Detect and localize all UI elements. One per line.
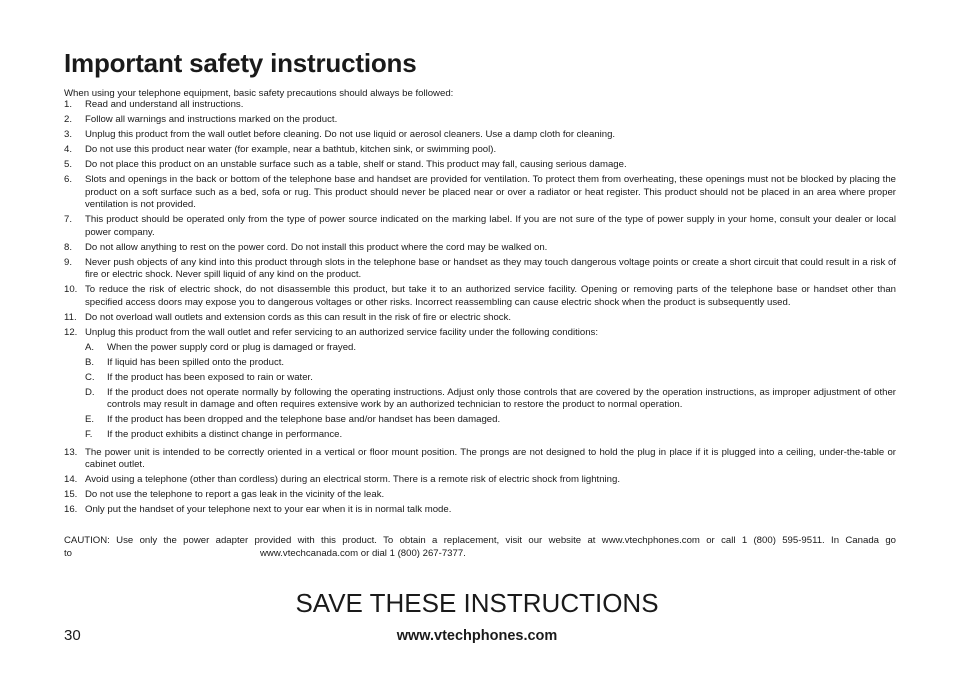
item-number: 13. <box>64 446 78 458</box>
list-item <box>64 242 896 255</box>
caution-note <box>64 535 896 560</box>
item-text: Unplug this product from the wall outlet and refer servicing to an authorized service facility under the following conditions: <box>85 326 599 338</box>
list-item <box>64 144 896 157</box>
item-text: Never push objects of any kind into this product through slots in the telephone base or handset as they may touch dangerous voltage points or create a short circuit that could result in a risk of fire or electric shock. Never spill liquid of any kind on the product. <box>85 256 896 280</box>
item-number: 6. <box>64 174 73 185</box>
list-item <box>64 327 896 445</box>
item-number: 16. <box>64 504 78 515</box>
item-number: 4. <box>64 144 73 155</box>
item-text: Read and understand all instructions. <box>85 99 244 110</box>
conditions-sublist <box>85 342 896 442</box>
list-item <box>64 257 896 282</box>
caution-to: to <box>64 547 73 559</box>
item-number: 8. <box>64 241 73 253</box>
page-title: Important safety instructions <box>64 48 417 78</box>
item-text: Unplug this product from the wall outlet before cleaning. Do not use liquid or aerosol cleaners. Use a damp cloth for cleaning. <box>85 129 616 140</box>
item-text: Follow all warnings and instructions marked on the product. <box>85 114 338 125</box>
intro-text: When using your telephone equipment, basic safety precautions should always be followed: <box>64 88 454 99</box>
sublist-item <box>85 372 896 385</box>
item-text: Do not place this product on an unstable surface such as a table, shelf or stand. This product may fall, causing serious damage. <box>85 159 627 170</box>
list-item <box>64 99 896 112</box>
list-item <box>64 489 896 502</box>
list-item <box>64 312 896 325</box>
item-number: 5. <box>64 159 73 170</box>
item-number: 2. <box>64 114 73 125</box>
sub-text: If the product does not operate normally by following the operating instructions. Adjust only those controls that are covered by the operation instructions, as improper adjustment of other controls may result in damage and often requires extensive work by an authorized technician to restore the product to normal operation. <box>107 386 896 410</box>
sub-text: If the product exhibits a distinct change in performance. <box>107 429 343 440</box>
list-item <box>64 447 896 472</box>
sub-letter: C. <box>85 371 95 383</box>
item-number: 10. <box>64 284 78 295</box>
list-item <box>64 504 896 517</box>
caution-line-2 <box>64 548 896 561</box>
item-number: 3. <box>64 129 73 140</box>
sub-text: If liquid has been spilled onto the product. <box>107 356 285 368</box>
item-text: Do not use this product near water (for example, near a bathtub, kitchen sink, or swimming pool). <box>85 144 497 155</box>
item-number: 9. <box>64 256 73 268</box>
sublist-item <box>85 342 896 355</box>
list-item <box>64 284 896 309</box>
sub-text: If the product has been dropped and the telephone base and/or handset has been damaged. <box>107 414 501 425</box>
sub-letter: D. <box>85 386 95 398</box>
list-item <box>64 214 896 239</box>
sub-text: If the product has been exposed to rain or water. <box>107 371 313 383</box>
website-footer: www.vtechphones.com <box>396 628 558 644</box>
list-item <box>64 174 896 212</box>
item-text: This product should be operated only from the type of power source indicated on the marking label. If you are not sure of the type of power supply in your home, consult your dealer or local power company. <box>85 214 896 238</box>
item-text: Slots and openings in the back or bottom of the telephone base and handset are provided for ventilation. To protect them from overheating, these openings must not be blocked by placing the product on a soft surface such as a bed, sofa or rug. This product should never be placed near or over a radiator or heat register. This product should not be placed in an area where proper ventilation is not provided. <box>85 174 896 210</box>
sub-letter: F. <box>85 429 93 440</box>
caution-canada-contact: www.vtechcanada.com or dial 1 (800) 267-7377. <box>260 547 466 559</box>
sub-text: When the power supply cord or plug is damaged or frayed. <box>107 341 357 353</box>
list-item <box>64 114 896 127</box>
sublist-item <box>85 414 896 427</box>
item-body <box>85 327 896 445</box>
item-text: The power unit is intended to be correctly oriented in a vertical or floor mount position. The prongs are not designed to hold the plug in place if it is plugged into a ceiling, under-the-table or cabinet outlet. <box>85 446 896 470</box>
sub-letter: A. <box>85 341 95 353</box>
item-number: 15. <box>64 489 78 500</box>
list-item <box>64 129 896 142</box>
item-number: 11. <box>64 311 77 323</box>
sublist-item <box>85 357 896 370</box>
caution-line-1: CAUTION: Use only the power adapter provided with this product. To obtain a replacement, visit our website at www.vtechphones.com or call 1 (800) 595-9511. In Canada go <box>64 535 896 546</box>
item-number: 14. <box>64 474 78 485</box>
sub-letter: B. <box>85 356 95 368</box>
page-number: 30 <box>64 627 81 644</box>
list-item <box>64 474 896 487</box>
item-text: Do not use the telephone to report a gas leak in the vicinity of the leak. <box>85 489 385 500</box>
item-text: To reduce the risk of electric shock, do not disassemble this product, but take it to an authorized service facility. Opening or removing parts of the telephone base or handset other than specified access doors may expose you to dangerous voltages or other risks. Incorrect reassembling can cause electric shock when the product is subsequently used. <box>85 284 896 308</box>
save-instructions-heading: SAVE THESE INSTRUCTIONS <box>295 588 659 618</box>
item-text: Do not overload wall outlets and extension cords as this can result in the risk of fire or electric shock. <box>85 311 512 323</box>
sublist-item <box>85 429 896 442</box>
item-number: 7. <box>64 214 73 225</box>
item-text: Do not allow anything to rest on the power cord. Do not install this product where the cord may be walked on. <box>85 241 548 253</box>
item-number: 12. <box>64 326 78 338</box>
sublist-item <box>85 387 896 412</box>
item-number: 1. <box>64 99 73 110</box>
list-item <box>64 159 896 172</box>
sub-letter: E. <box>85 414 95 425</box>
safety-list <box>64 99 896 519</box>
item-text: Only put the handset of your telephone next to your ear when it is in normal talk mode. <box>85 504 452 515</box>
item-text: Avoid using a telephone (other than cordless) during an electrical storm. There is a remote risk of electric shock from lightning. <box>85 474 621 485</box>
